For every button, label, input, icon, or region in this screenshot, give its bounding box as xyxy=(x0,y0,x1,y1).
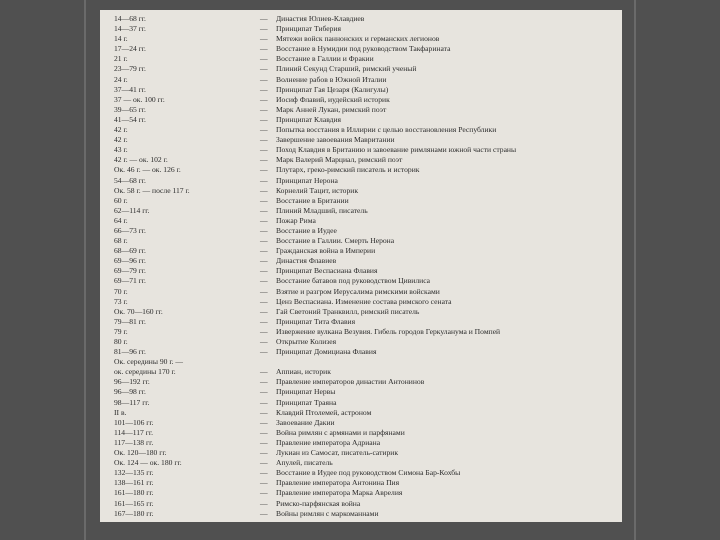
row-date: 101—106 гг. xyxy=(114,417,154,427)
row-date: Ок. 120—180 гг. xyxy=(114,448,167,458)
chronology-row xyxy=(114,95,616,105)
row-date: 138—161 гг. xyxy=(114,478,154,488)
row-event: Открытие Колизея xyxy=(276,337,337,346)
row-date: 69—71 гг. xyxy=(114,276,146,286)
row-dash: — xyxy=(260,135,268,145)
row-date: Ок. 46 г. — ок. 126 г. xyxy=(114,165,181,175)
row-dash: — xyxy=(260,14,268,23)
chronology-row xyxy=(114,418,616,428)
row-event: Поход Клавдия в Британию и завоевание римлянами южной части страны xyxy=(276,145,517,155)
row-event: Правление императора Антонина Пия xyxy=(276,478,400,488)
row-event: Восстание в Британии xyxy=(276,195,349,205)
chronology-row xyxy=(114,155,616,165)
chronology-row xyxy=(114,165,616,175)
row-event: Принципат Тита Флавия xyxy=(276,316,356,326)
row-dash: — xyxy=(260,84,268,94)
chronology-row xyxy=(114,438,616,448)
row-date: 14—37 гг. xyxy=(114,24,146,34)
row-date: 69—96 гг. xyxy=(114,256,146,266)
row-date: 117—138 гг. xyxy=(114,437,154,447)
chronology-row xyxy=(114,64,616,74)
chronology-row xyxy=(114,337,616,347)
chronology-row xyxy=(114,488,616,498)
row-dash: — xyxy=(260,175,268,185)
chronology-row xyxy=(114,317,616,327)
row-date: 37—41 гг. xyxy=(114,84,146,94)
row-event: Аппиан, историк xyxy=(276,367,331,377)
row-dash: — xyxy=(260,458,268,468)
row-dash: — xyxy=(260,94,268,104)
row-date: Ок. середины 90 г. — xyxy=(114,357,184,367)
row-date: 79 г. xyxy=(114,326,128,336)
row-date: 39—65 гг. xyxy=(114,104,146,114)
row-dash: — xyxy=(260,74,268,84)
chronology-row xyxy=(114,327,616,337)
row-dash: — xyxy=(260,367,268,377)
row-dash: — xyxy=(260,165,268,175)
row-dash: — xyxy=(260,64,268,74)
row-date: 66—73 гг. xyxy=(114,225,146,235)
row-dash: — xyxy=(260,478,268,488)
row-date: 70 г. xyxy=(114,286,128,296)
row-date: 14—68 гг. xyxy=(114,14,146,23)
chronology-row xyxy=(114,145,616,155)
chronology-row xyxy=(114,347,616,357)
chronology-row xyxy=(114,75,616,85)
row-dash: — xyxy=(260,326,268,336)
row-date: 69—79 гг. xyxy=(114,266,146,276)
row-event: Принципат Тиберия xyxy=(276,24,341,34)
row-event: Завершение завоевания Мавритании xyxy=(276,135,395,145)
chronology-row xyxy=(114,85,616,95)
chronology-row xyxy=(114,206,616,216)
row-dash: — xyxy=(260,195,268,205)
row-date: 41—54 гг. xyxy=(114,114,146,124)
chronology-row xyxy=(114,458,616,468)
chronology-row xyxy=(114,509,616,519)
row-event: Принципат Нерона xyxy=(276,175,338,185)
chronology-row xyxy=(114,276,616,286)
row-dash: — xyxy=(260,266,268,276)
row-date: Ок. 124 — ок. 180 гг. xyxy=(114,458,182,468)
row-event: Правление императоров династии Антонинов xyxy=(276,377,425,387)
row-event: Взятие и разгром Иерусалима римскими войсками xyxy=(276,286,440,296)
row-event: Правление императора Марка Аврелия xyxy=(276,488,403,498)
row-dash: — xyxy=(260,468,268,478)
row-date: 60 г. xyxy=(114,195,128,205)
row-dash: — xyxy=(260,34,268,44)
chronology-row xyxy=(114,499,616,509)
row-dash: — xyxy=(260,44,268,54)
row-date: 98—117 гг. xyxy=(114,397,150,407)
row-date: 24 г. xyxy=(114,74,128,84)
row-event: Восстание в Иудее под руководством Симона Бар-Кохбы xyxy=(276,468,461,478)
row-event: Завоевание Дакии xyxy=(276,417,335,427)
row-dash: — xyxy=(260,296,268,306)
row-dash: — xyxy=(260,205,268,215)
chronology-row xyxy=(114,115,616,125)
row-date: 161—165 гг. xyxy=(114,498,154,508)
row-dash: — xyxy=(260,417,268,427)
chronology-row xyxy=(114,24,616,34)
row-event: Восстание в Нумидии под руководством Такфарината xyxy=(276,44,451,54)
row-date: 43 г. xyxy=(114,145,128,155)
row-dash: — xyxy=(260,225,268,235)
row-dash: — xyxy=(260,377,268,387)
row-date: 62—114 гг. xyxy=(114,205,150,215)
row-date: 79—81 гг. xyxy=(114,316,146,326)
chronology-row xyxy=(114,186,616,196)
chronology-row xyxy=(114,105,616,115)
row-dash: — xyxy=(260,246,268,256)
row-event: Иосиф Флавий, иудейский историк xyxy=(276,94,390,104)
row-event: Восстание в Иудее xyxy=(276,225,337,235)
row-event: Апулей, писатель xyxy=(276,458,333,468)
row-event: Мятежи войск паннонских и германских легионов xyxy=(276,34,440,44)
slide-frame-left-line xyxy=(84,0,86,540)
row-date: 167—180 гг. xyxy=(114,508,154,518)
row-dash: — xyxy=(260,306,268,316)
chronology-row xyxy=(114,367,616,377)
row-dash: — xyxy=(260,498,268,508)
slide-frame-right-line xyxy=(634,0,636,540)
row-event: Корнелий Тацит, историк xyxy=(276,185,359,195)
row-date: 23—79 гг. xyxy=(114,64,146,74)
row-dash: — xyxy=(260,437,268,447)
chronology-row xyxy=(114,226,616,236)
chronology-row xyxy=(114,256,616,266)
scanned-chronology-page xyxy=(100,10,622,522)
chronology-row xyxy=(114,135,616,145)
row-event: Войны римлян с маркоманнами xyxy=(276,508,379,518)
row-dash: — xyxy=(260,397,268,407)
row-date: 17—24 гг. xyxy=(114,44,146,54)
row-event: Война римлян с армянами и парфянами xyxy=(276,427,405,437)
row-date: 64 г. xyxy=(114,215,128,225)
chronology-row xyxy=(114,448,616,458)
row-dash: — xyxy=(260,236,268,246)
chronology-row xyxy=(114,216,616,226)
row-dash: — xyxy=(260,448,268,458)
row-dash: — xyxy=(260,407,268,417)
row-date: 37 — ок. 100 гг. xyxy=(114,94,165,104)
chronology-row xyxy=(114,478,616,488)
row-date: 161—180 гг. xyxy=(114,488,154,498)
row-dash: — xyxy=(260,387,268,397)
chronology-row xyxy=(114,428,616,438)
row-event: Династия Юлиев-Клавдиев xyxy=(276,14,365,23)
row-date: 14 г. xyxy=(114,34,128,44)
row-event: Клавдий Птолемей, астроном xyxy=(276,407,372,417)
row-dash: — xyxy=(260,286,268,296)
chronology-row xyxy=(114,287,616,297)
chronology-row xyxy=(114,266,616,276)
row-date: II в. xyxy=(114,407,127,417)
row-date: 132—135 гг. xyxy=(114,468,154,478)
row-event: Принципат Клавдия xyxy=(276,114,342,124)
row-event: Извержение вулкана Везувия. Гибель городов Геркуланума и Помпей xyxy=(276,326,501,336)
row-date: 114—117 гг. xyxy=(114,427,153,437)
row-date: 42 г. xyxy=(114,135,128,145)
row-date: 68—69 гг. xyxy=(114,246,146,256)
chronology-row xyxy=(114,44,616,54)
row-dash: — xyxy=(260,185,268,195)
row-event: Волнение рабов в Южной Италии xyxy=(276,74,387,84)
row-date: 68 г. xyxy=(114,236,128,246)
row-dash: — xyxy=(260,316,268,326)
row-date: 21 г. xyxy=(114,54,128,64)
row-event: Принципат Домициана Флавия xyxy=(276,347,377,357)
row-event: Плиний Секунд Старший, римский ученый xyxy=(276,64,417,74)
row-event: Принципат Гая Цезаря (Калигулы) xyxy=(276,84,389,94)
row-dash: — xyxy=(260,488,268,498)
row-date: 81—96 гг. xyxy=(114,347,146,357)
chronology-row xyxy=(114,408,616,418)
row-dash: — xyxy=(260,114,268,124)
row-event: Плутарх, греко-римский писатель и историк xyxy=(276,165,420,175)
row-event: Марк Валерий Марциал, римский поэт xyxy=(276,155,403,165)
row-date: ок. середины 170 г. xyxy=(114,367,176,377)
row-dash: — xyxy=(260,276,268,286)
chronology-row xyxy=(114,236,616,246)
row-event: Принципат Нервы xyxy=(276,387,336,397)
chronology-row xyxy=(114,307,616,317)
row-dash: — xyxy=(260,54,268,64)
chronology-row xyxy=(114,54,616,64)
row-date: 54—68 гг. xyxy=(114,175,146,185)
chronology-row xyxy=(114,34,616,44)
row-date: Ок. 70—160 гг. xyxy=(114,306,163,316)
chronology-row xyxy=(114,377,616,387)
row-event: Пожар Рима xyxy=(276,215,316,225)
chronology-row xyxy=(114,468,616,478)
chronology-row xyxy=(114,196,616,206)
row-event: Гражданская война в Империи xyxy=(276,246,376,256)
row-event: Марк Анней Лукан, римский поэт xyxy=(276,104,387,114)
row-date: 80 г. xyxy=(114,337,128,346)
row-dash: — xyxy=(260,125,268,135)
row-date: 96—98 гг. xyxy=(114,387,146,397)
row-date: Ок. 58 г. — после 117 г. xyxy=(114,185,190,195)
chronology-row xyxy=(114,398,616,408)
row-dash: — xyxy=(260,508,268,518)
chronology-row xyxy=(114,357,616,367)
row-event: Восстание батавов под руководством Цивилиса xyxy=(276,276,431,286)
row-event: Восстание в Галлии и Фракии xyxy=(276,54,374,64)
row-dash: — xyxy=(260,427,268,437)
chronology-row xyxy=(114,297,616,307)
row-date: 42 г. — ок. 102 г. xyxy=(114,155,168,165)
row-dash: — xyxy=(260,215,268,225)
row-dash: — xyxy=(260,104,268,114)
row-dash: — xyxy=(260,24,268,34)
chronology-row xyxy=(114,14,616,24)
row-dash: — xyxy=(260,256,268,266)
row-event: Римско-парфянская война xyxy=(276,498,361,508)
row-event: Принципат Веспасиана Флавия xyxy=(276,266,378,276)
chronology-row xyxy=(114,246,616,256)
row-event: Лукиан из Самосат, писатель-сатирик xyxy=(276,448,399,458)
row-event: Плиний Младший, писатель xyxy=(276,205,368,215)
row-event: Гай Светоний Транквилл, римский писатель xyxy=(276,306,420,316)
chronology-row xyxy=(114,125,616,135)
row-dash: — xyxy=(260,155,268,165)
row-date: 96—192 гг. xyxy=(114,377,150,387)
row-dash: — xyxy=(260,347,268,357)
row-event: Попытка восстания в Иллирии с целью восстановления Республики xyxy=(276,125,497,135)
row-event: Восстание в Галлии. Смерть Нерона xyxy=(276,236,395,246)
row-event: Правление императора Адриана xyxy=(276,437,381,447)
row-event: Династия Флавиев xyxy=(276,256,337,266)
row-date: 42 г. xyxy=(114,125,128,135)
row-dash: — xyxy=(260,337,268,346)
row-dash: — xyxy=(260,145,268,155)
row-event: Ценз Веспасиана. Изменение состава римского сената xyxy=(276,296,452,306)
chronology-row xyxy=(114,387,616,397)
row-event: Принципат Траяна xyxy=(276,397,337,407)
row-date: 73 г. xyxy=(114,296,128,306)
chronology-row xyxy=(114,176,616,186)
